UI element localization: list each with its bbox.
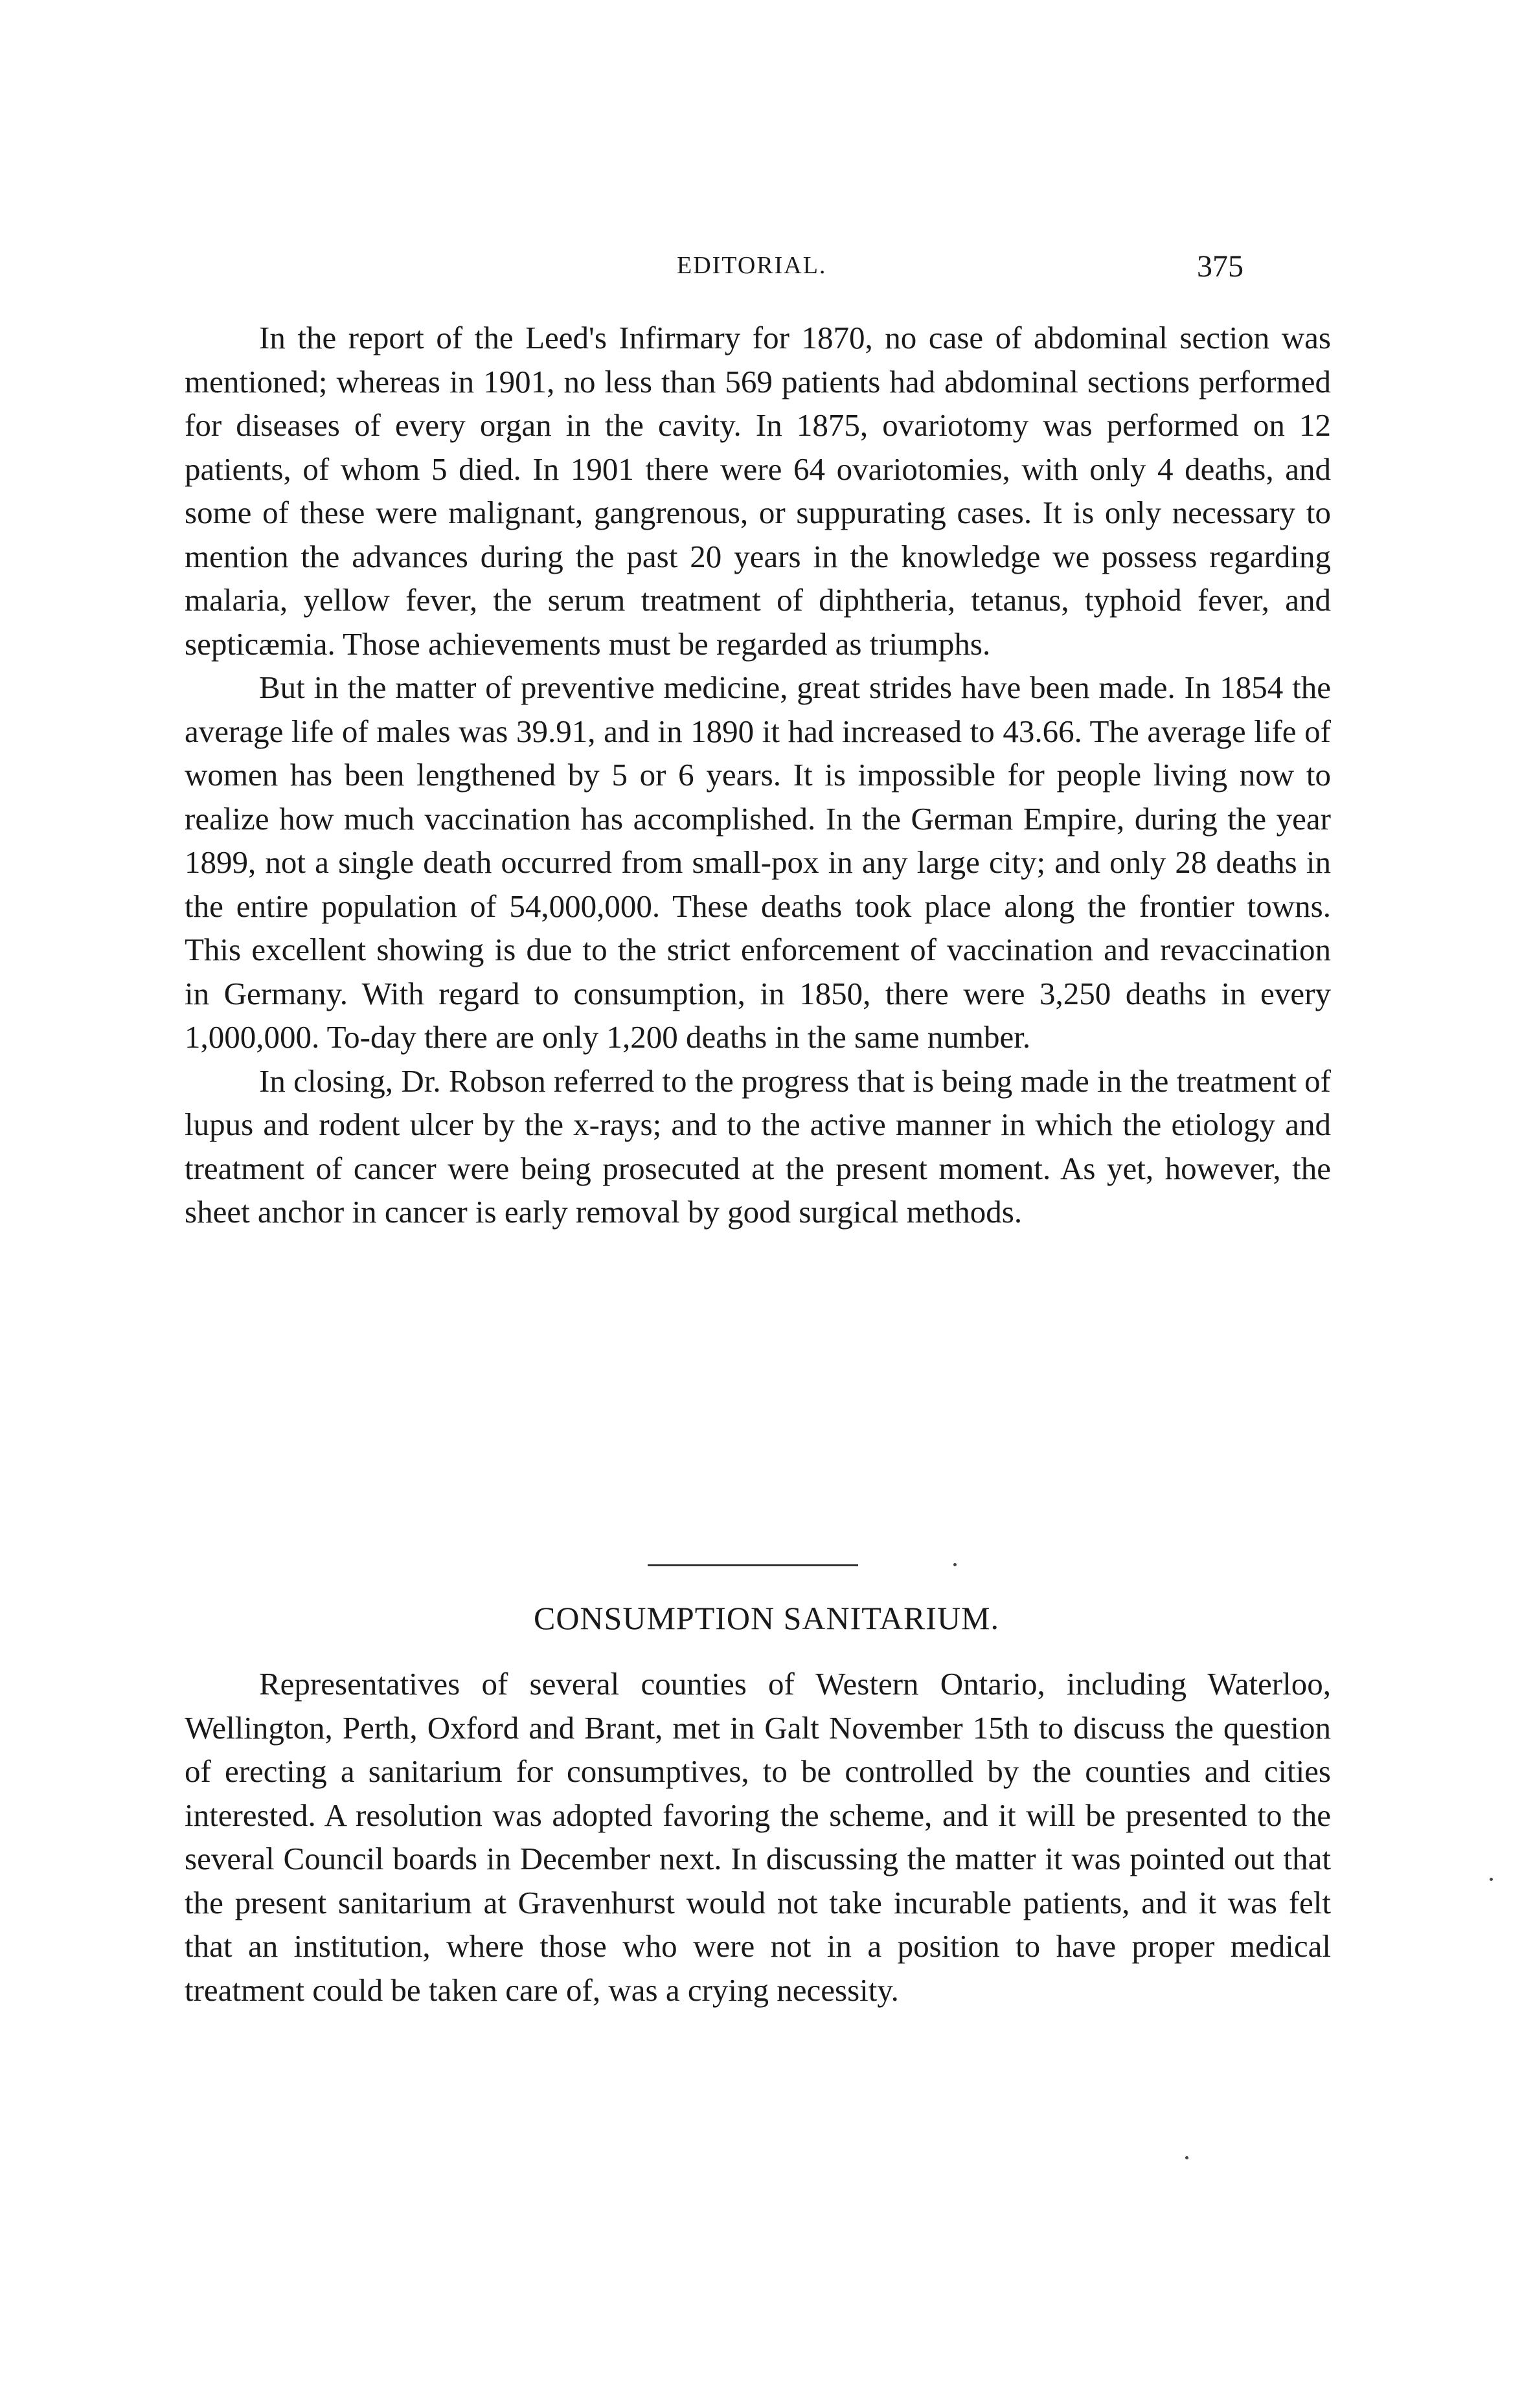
running-title: EDITORIAL. — [677, 252, 827, 279]
paragraph: But in the matter of preventive medicine, great strides have been made. In 1854 the average life of males was 39.91, and in 1890 it had increased to 43.66. The average life of women has been lengthened by 5 or 6 years. It is impossible for people living now to realize how much vaccination has accomplished. In the German Empire, during the year 1899, not a single death occurred from small-pox in any large city; and only 28 deaths in the entire population of 54,000,000. These deaths took place along the frontier towns. This excellent showing is due to the strict enforcement of vaccination and revaccination in Germany. With regard to consumption, in 1850, there were 3,250 deaths in every 1,000,000. To-day there are only 1,200 deaths in the same number. — [185, 670, 1331, 1055]
print-speck — [953, 1563, 957, 1566]
section-heading: CONSUMPTION SANITARIUM. — [533, 1600, 1000, 1636]
editorial-text — [185, 316, 1331, 1234]
print-speck — [1185, 2156, 1188, 2159]
section-divider — [648, 1564, 858, 1566]
paragraph: In closing, Dr. Robson referred to the progress that is being made in the treatment of lupus and rodent ulcer by the x-rays; and to the active manner in which the etiology and treatment of cancer were being prosecuted at the present moment. As yet, however, the sheet anchor in cancer is early removal by good surgical methods. — [185, 1063, 1331, 1230]
sanitarium-text — [185, 1662, 1331, 2012]
page-number: 375 — [1197, 249, 1243, 284]
paragraph: Representatives of several counties of Western Ontario, including Waterloo, Wellington, Perth, Oxford and Brant, met in Galt November 15th to discuss the question of erecting a sanitarium for consumptives, to be controlled by the counties and cities interested. A resolution was adopted favoring the scheme, and it will be presented to the several Council boards in December next. In discussing the matter it was pointed out that the present sanitarium at Gravenhurst would not take incurable patients, and it was felt that an institution, where those who were not in a position to have proper medical treatment could be taken care of, was a crying necessity. — [185, 1666, 1331, 2008]
running-head — [0, 251, 1533, 290]
paragraph: In the report of the Leed's Infirmary for 1870, no case of abdominal section was mentioned; whereas in 1901, no less than 569 patients had abdominal sections performed for diseases of every organ in the cavity. In 1875, ovariotomy was performed on 12 patients, of whom 5 died. In 1901 there were 64 ovariotomies, with only 4 deaths, and some of these were malignant, gangrenous, or suppurating cases. It is only necessary to mention the advances during the past 20 years in the knowledge we possess regarding malaria, yellow fever, the serum treatment of diphtheria, tetanus, typhoid fever, and septicæmia. Those achievements must be regarded as triumphs. — [185, 320, 1331, 662]
print-speck — [1490, 1878, 1493, 1881]
